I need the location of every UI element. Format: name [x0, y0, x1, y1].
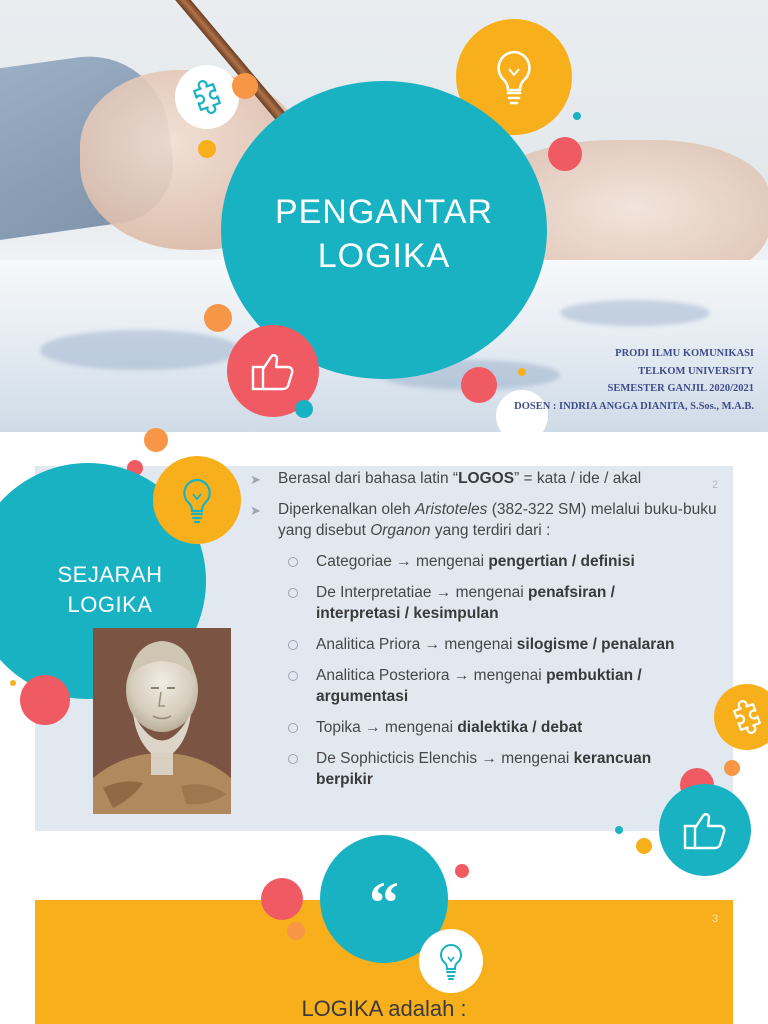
- decor-dot: [232, 73, 258, 99]
- credit-line: DOSEN : INDRIA ANGGA DIANITA, S.Sos., M.A.B.: [514, 400, 754, 412]
- bullet-italic-text: Organon: [370, 522, 431, 539]
- credit-line: PRODI ILMU KOMUNIKASI: [615, 348, 754, 359]
- work-title: Analitica Posteriora: [316, 667, 450, 684]
- decor-dot: [548, 137, 582, 171]
- bullet-item: [250, 468, 720, 489]
- bullet-bold-text: LOGOS: [458, 470, 515, 487]
- decor-dot: [10, 680, 16, 686]
- sub-bold-text: pembuktian / argumentasi: [316, 667, 642, 705]
- circle-bullet-icon: [288, 754, 298, 764]
- bullet-text: Berasal dari bahasa latin “: [278, 470, 459, 487]
- decor-dot: [261, 878, 303, 920]
- slide-title: [221, 190, 547, 278]
- work-title: De Interpretatiae: [316, 584, 432, 601]
- bullet-text: ” = kata / ide / akal: [514, 470, 642, 487]
- decor-dot: [636, 838, 652, 854]
- sub-bullet-item: [250, 717, 720, 738]
- decor-dot: [295, 400, 313, 418]
- work-title: Categoriae: [316, 553, 392, 570]
- sub-bullet-item: [250, 582, 656, 624]
- heading-line-2: LOGIKA: [67, 592, 153, 617]
- decor-dot: [455, 864, 469, 878]
- title-line-2: LOGIKA: [317, 237, 451, 275]
- puzzle-icon: [714, 684, 768, 750]
- sub-text: mengenai: [496, 750, 574, 767]
- bullet-text: Diperkenalkan oleh: [278, 501, 416, 518]
- lightbulb-icon: [153, 456, 241, 544]
- arrow-icon: →: [435, 584, 452, 601]
- circle-bullet-icon: [288, 671, 298, 681]
- decor-dot: [287, 922, 305, 940]
- quote-slide-heading: LOGIKA adalah :: [301, 996, 467, 1021]
- arrow-icon: →: [481, 750, 497, 767]
- sub-bold-text: dialektika / debat: [457, 719, 583, 736]
- sub-bullet-item: [250, 551, 720, 572]
- bullet-list: [250, 468, 720, 790]
- credit-line: TELKOM UNIVERSITY: [638, 365, 754, 377]
- credits-block: [514, 345, 754, 415]
- circle-bullet-icon: [288, 640, 298, 650]
- arrow-icon: →: [453, 667, 470, 684]
- decor-dot: [20, 675, 70, 725]
- bullet-text: yang terdiri dari :: [430, 522, 551, 539]
- work-title: Analitica Priora: [316, 636, 421, 653]
- credit-line: SEMESTER GANJIL 2020/2021: [607, 383, 754, 394]
- bullet-item: [250, 499, 720, 541]
- bullet-italic-text: Aristoteles: [415, 501, 488, 518]
- decor-dot: [573, 112, 581, 120]
- sub-text: mengenai: [469, 667, 547, 684]
- aristotle-bust-image: [93, 628, 231, 814]
- sub-text: mengenai: [451, 584, 528, 601]
- arrow-bullet-icon: ➤: [250, 503, 261, 518]
- circle-bullet-icon: [288, 723, 298, 733]
- arrow-icon: →: [365, 719, 381, 736]
- decor-dot: [144, 428, 168, 452]
- sub-bullet-item: [250, 665, 686, 707]
- background-photo-cloud: [560, 300, 710, 326]
- decor-dot: [198, 140, 216, 158]
- decor-dot: [615, 826, 623, 834]
- quote-icon: “: [369, 870, 399, 936]
- sub-bullet-item: [250, 748, 686, 790]
- arrow-bullet-icon: ➤: [250, 472, 261, 487]
- sub-bullet-item: [250, 634, 720, 655]
- decor-dot: [724, 760, 740, 776]
- bullet-text: (382-322 SM) melalui buku-buku yang disebut: [278, 501, 717, 539]
- decor-dot: [461, 367, 497, 403]
- page-number: 2: [712, 479, 719, 491]
- puzzle-icon: [175, 65, 239, 129]
- sub-bold-text: silogisme / penalaran: [516, 636, 675, 653]
- work-title: Topika: [316, 719, 361, 736]
- title-line-1: PENGANTAR: [274, 193, 494, 231]
- sub-bold-text: penafsiran / interpretasi / kesimpulan: [316, 584, 615, 622]
- page-number: 3: [712, 913, 719, 925]
- circle-bullet-icon: [288, 588, 298, 598]
- work-title: De Sophicticis Elenchis: [316, 750, 478, 767]
- background-photo-cloud: [40, 330, 240, 370]
- lightbulb-icon: [419, 929, 483, 993]
- thumbs-up-icon: [659, 784, 751, 876]
- sub-text: mengenai: [440, 636, 517, 653]
- sub-bold-text: pengertian / definisi: [488, 553, 635, 570]
- circle-bullet-icon: [288, 557, 298, 567]
- sub-text: mengenai: [380, 719, 458, 736]
- sub-text: mengenai: [411, 553, 489, 570]
- section-heading: [30, 560, 190, 620]
- arrow-icon: →: [424, 636, 441, 653]
- heading-line-1: SEJARAH: [57, 562, 163, 587]
- arrow-icon: →: [396, 553, 412, 570]
- sub-bold-text: kerancuan berpikir: [316, 750, 652, 788]
